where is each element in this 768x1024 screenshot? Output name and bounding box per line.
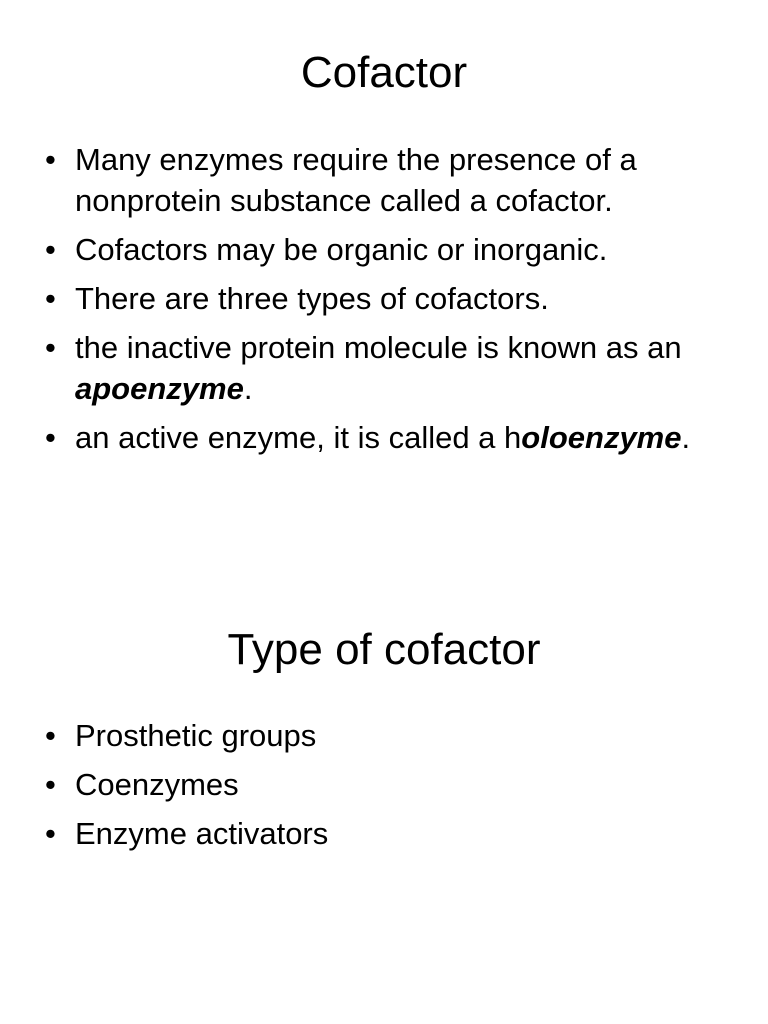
bullet-icon: •: [45, 330, 56, 365]
bullet-icon: •: [45, 718, 56, 753]
bullet-icon: •: [45, 816, 56, 851]
bullet-item: [45, 417, 725, 458]
bullet-icon: •: [45, 420, 56, 455]
bullet-text: Enzyme activators: [75, 816, 329, 851]
bullet-text-post: .: [243, 371, 253, 406]
bullet-text-post: .: [681, 420, 691, 455]
bullet-list: [45, 715, 725, 862]
term-apoenzyme: apoenzyme: [75, 371, 244, 406]
bullet-item: [45, 764, 725, 805]
bullet-item: [45, 229, 725, 270]
bullet-item: [45, 715, 725, 756]
bullet-text: Prosthetic groups: [75, 718, 317, 753]
term-holoenzyme: oloenzyme: [521, 420, 682, 455]
bullet-text: There are three types of cofactors.: [75, 281, 549, 316]
bullet-text-pre: the inactive protein molecule is known as an: [75, 330, 682, 365]
bullet-text: Cofactors may be organic or inorganic.: [75, 232, 608, 267]
slide-title: Type of cofactor: [227, 625, 541, 674]
bullet-icon: •: [45, 142, 56, 177]
bullet-item: [45, 278, 725, 319]
bullet-item: [45, 813, 725, 854]
bullet-text: Coenzymes: [75, 767, 239, 802]
bullet-item: [45, 327, 725, 409]
bullet-text: Many enzymes require the presence of a nonprotein substance called a cofactor.: [75, 142, 637, 218]
bullet-icon: •: [45, 281, 56, 316]
bullet-icon: •: [45, 232, 56, 267]
bullet-item: [45, 139, 725, 221]
bullet-icon: •: [45, 767, 56, 802]
slide-title: Cofactor: [300, 48, 468, 97]
bullet-text-pre: an active enzyme, it is called a h: [75, 420, 522, 455]
slide-type-of-cofactor: [0, 575, 768, 1024]
bullet-list: [45, 139, 725, 466]
